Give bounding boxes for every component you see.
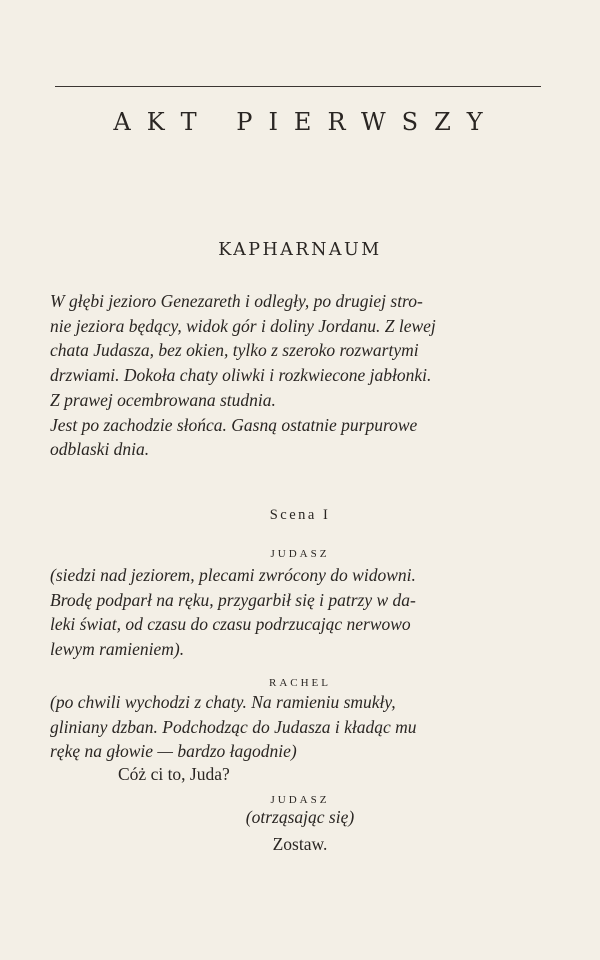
setting-line: drzwiami. Dokoła chaty oliwki i rozkwiecone jabłonki. <box>50 365 432 386</box>
setting-line: W głębi jezioro Genezareth i odległy, po drugiej stro- <box>50 291 423 311</box>
rachel-speech: Cóż ci to, Juda? <box>118 764 230 784</box>
header-rule <box>55 86 541 87</box>
direction-line: rękę na głowie — bardzo łagodnie) <box>50 741 297 762</box>
speaker-rachel: RACHEL <box>269 677 331 689</box>
setting-line: Z prawej ocembrowana studnia. <box>50 389 276 410</box>
judasz-speech: Zostaw. <box>272 834 328 854</box>
direction-line: (siedzi nad jeziorem, plecami zwrócony do widowni. <box>50 565 416 585</box>
rachel-stage-direction <box>50 690 544 764</box>
setting-line: chata Judasza, bez okien, tylko z szeroko rozwartymi <box>50 340 419 361</box>
setting-description <box>50 289 544 462</box>
setting-line: nie jeziora będący, widok gór i doliny Jordanu. Z lewej <box>50 315 436 336</box>
speaker-judasz-2: JUDASZ <box>270 794 330 806</box>
judasz-direction: (otrząsając się) <box>245 807 355 827</box>
scene-title: Scena I <box>269 507 331 523</box>
place-title: KAPHARNAUM <box>218 240 382 260</box>
direction-line: (po chwili wychodzi z chaty. Na ramieniu smukły, <box>50 692 396 712</box>
direction-line: leki świat, od czasu do czasu podrzucając nerwowo <box>50 614 411 635</box>
setting-line: Jest po zachodzie słońca. Gasną ostatnie purpurowe <box>50 414 418 435</box>
act-title: AKT PIERWSZY <box>113 108 499 136</box>
speaker-judasz: JUDASZ <box>270 548 330 560</box>
direction-line: Brodę podparł na ręku, przygarbił się i patrzy w da- <box>50 589 416 610</box>
judasz-stage-direction <box>50 563 544 662</box>
setting-line: odblaski dnia. <box>50 439 150 460</box>
direction-line: lewym ramieniem). <box>50 639 185 660</box>
direction-line: gliniany dzban. Podchodząc do Judasza i kładąc mu <box>50 716 417 737</box>
